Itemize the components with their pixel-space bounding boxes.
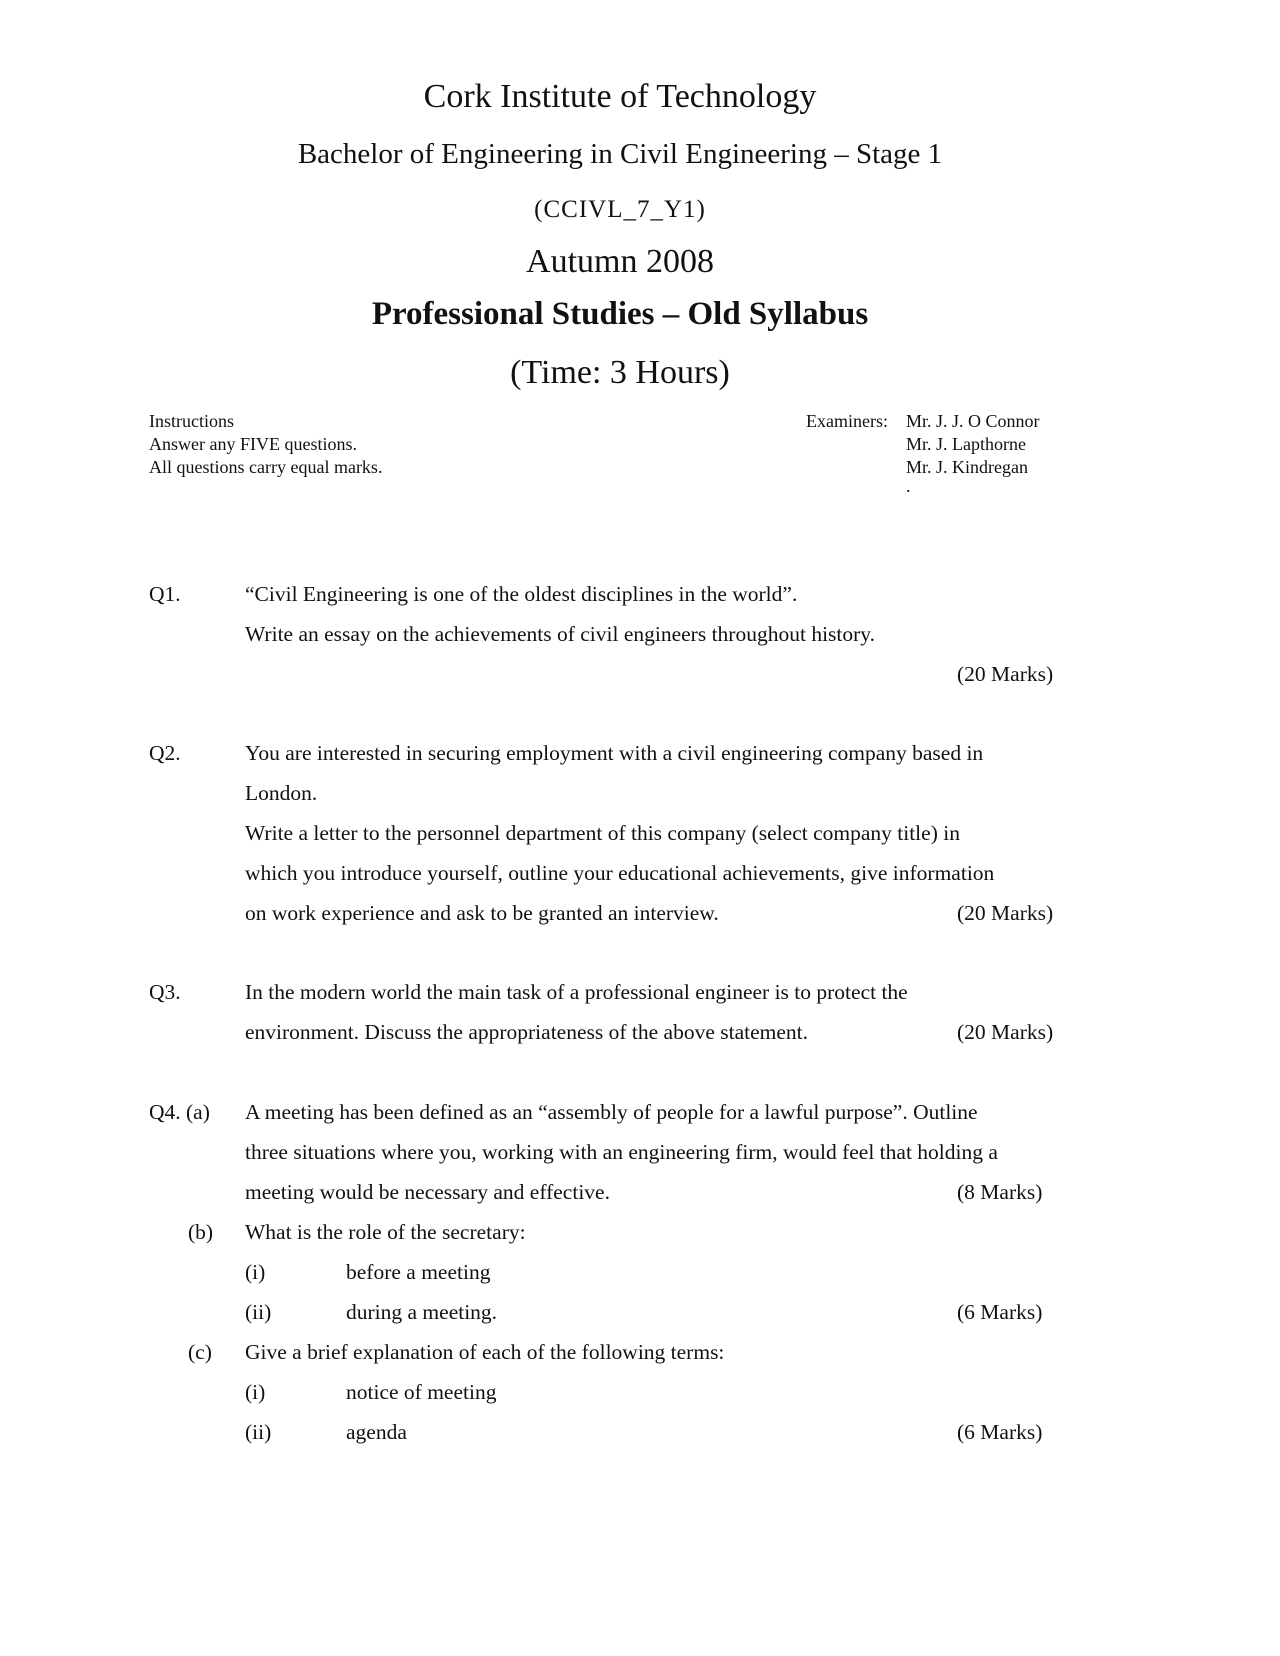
instruction-line: All questions carry equal marks. bbox=[149, 457, 383, 477]
question-text: Give a brief explanation of each of the following terms: bbox=[245, 1340, 725, 1364]
item-number: (ii) bbox=[245, 1420, 272, 1444]
sub-question-label: (b) bbox=[188, 1220, 214, 1244]
item-text: before a meeting bbox=[346, 1260, 491, 1284]
question-text: Write a letter to the personnel department of this company (select company title) in bbox=[245, 821, 960, 845]
institution-title: Cork Institute of Technology bbox=[423, 78, 817, 115]
question-label: Q1. bbox=[149, 582, 181, 606]
exam-duration: (Time: 3 Hours) bbox=[510, 354, 730, 391]
trailing-dot: . bbox=[906, 476, 911, 496]
examiner-name: Mr. J. J. O Connor bbox=[906, 411, 1040, 431]
question-text: London. bbox=[245, 781, 318, 805]
question-text: A meeting has been defined as an “assembly of people for a lawful purpose”. Outline bbox=[245, 1100, 978, 1124]
item-number: (i) bbox=[245, 1380, 266, 1404]
examiner-name: Mr. J. Kindregan bbox=[906, 457, 1028, 477]
marks-label: (20 Marks) bbox=[957, 1020, 1054, 1044]
question-text: “Civil Engineering is one of the oldest disciplines in the world”. bbox=[245, 582, 798, 606]
question-text: environment. Discuss the appropriateness of the above statement. bbox=[245, 1020, 809, 1044]
question-text: What is the role of the secretary: bbox=[245, 1220, 526, 1244]
marks-label: (6 Marks) bbox=[957, 1300, 1043, 1324]
instruction-line: Answer any FIVE questions. bbox=[149, 434, 357, 454]
item-text: notice of meeting bbox=[346, 1380, 497, 1404]
item-text: during a meeting. bbox=[346, 1300, 498, 1324]
examiners-label: Examiners: bbox=[806, 411, 888, 431]
question-text: In the modern world the main task of a professional engineer is to protect the bbox=[245, 980, 908, 1004]
question-label: Q3. bbox=[149, 980, 181, 1004]
instructions-heading: Instructions bbox=[149, 411, 234, 431]
question-text: You are interested in securing employment with a civil engineering company based in bbox=[245, 741, 984, 765]
subject-title: Professional Studies – Old Syllabus bbox=[371, 296, 869, 332]
question-text: Write an essay on the achievements of civil engineers throughout history. bbox=[245, 622, 876, 646]
question-text: three situations where you, working with an engineering firm, would feel that holding a bbox=[245, 1140, 998, 1164]
sub-question-label: (c) bbox=[188, 1340, 212, 1364]
programme-code: (CCIVL_7_Y1) bbox=[534, 196, 706, 223]
exam-session: Autumn 2008 bbox=[526, 243, 714, 280]
instructions-block bbox=[149, 410, 382, 479]
item-number: (i) bbox=[245, 1260, 266, 1284]
examiner-name: Mr. J. Lapthorne bbox=[906, 434, 1026, 454]
marks-label: (20 Marks) bbox=[957, 901, 1054, 925]
question-label: Q4. (a) bbox=[149, 1100, 210, 1124]
question-label: Q2. bbox=[149, 741, 181, 765]
examiners-list bbox=[906, 410, 1040, 502]
question-text: which you introduce yourself, outline your educational achievements, give information bbox=[245, 861, 995, 885]
marks-label: (6 Marks) bbox=[957, 1420, 1043, 1444]
marks-label: (20 Marks) bbox=[957, 662, 1054, 686]
question-text: on work experience and ask to be granted an interview. bbox=[245, 901, 719, 925]
item-text: agenda bbox=[346, 1420, 407, 1444]
question-text: meeting would be necessary and effective. bbox=[245, 1180, 610, 1204]
marks-label: (8 Marks) bbox=[957, 1180, 1043, 1204]
item-number: (ii) bbox=[245, 1300, 272, 1324]
programme-title: Bachelor of Engineering in Civil Engineering – Stage 1 bbox=[297, 138, 943, 170]
